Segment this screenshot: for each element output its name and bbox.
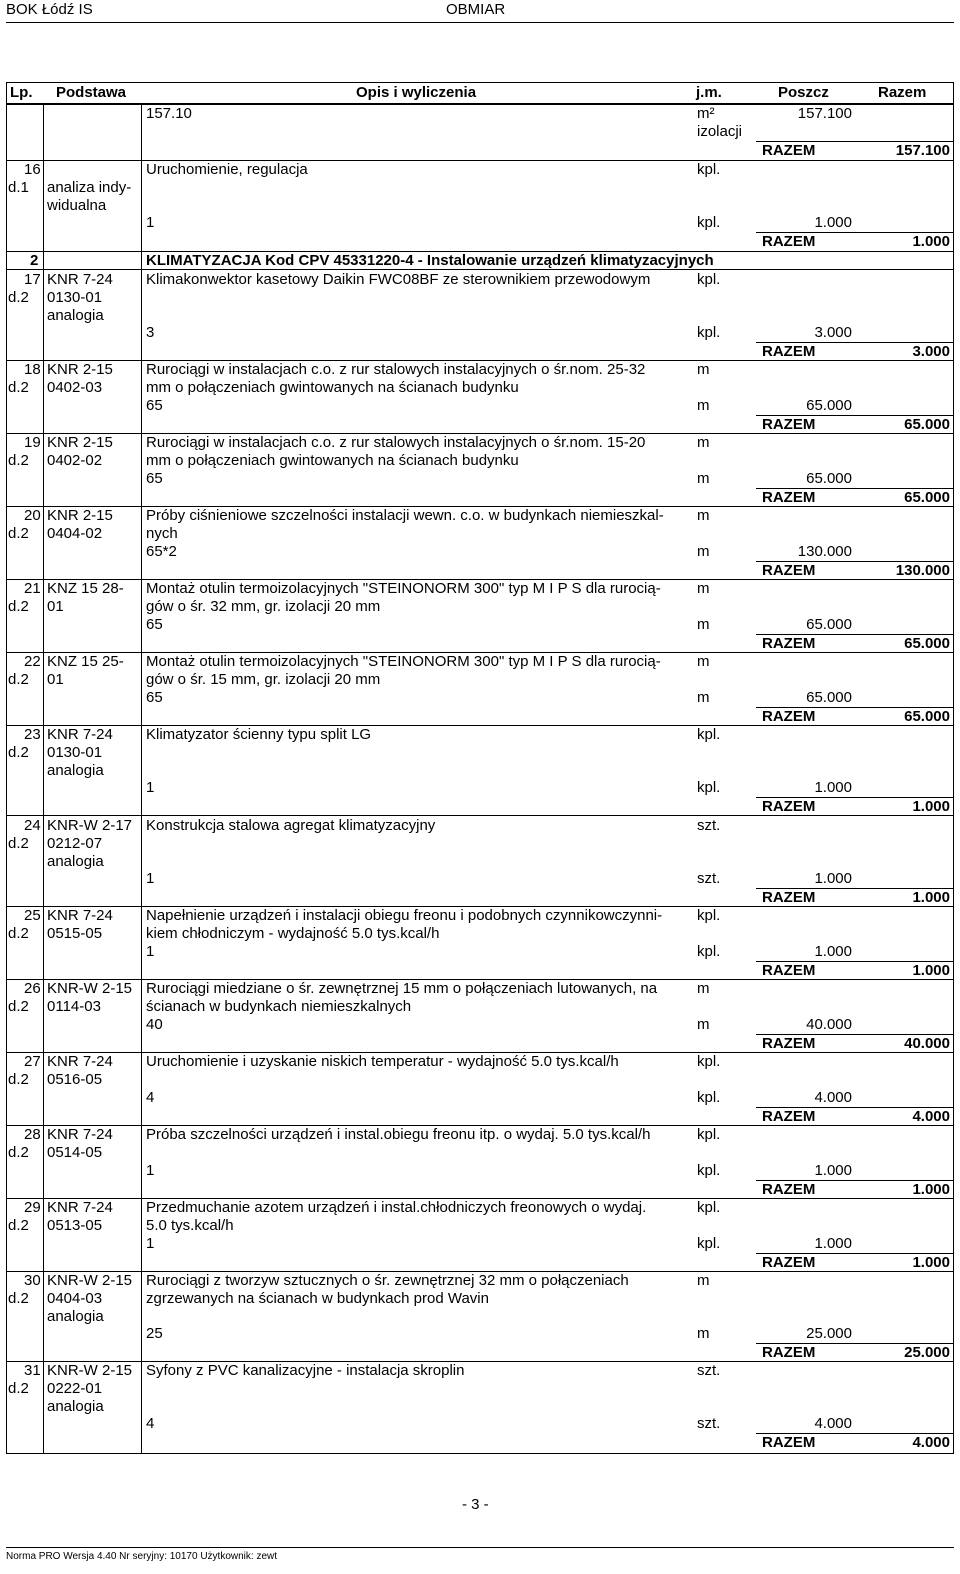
razem-label: RAZEM (762, 889, 816, 906)
razem-total: 65.000 (904, 708, 950, 725)
poszcz-value: 1.000 (814, 1162, 852, 1179)
column-header-jm: j.m. (696, 84, 722, 101)
item-number: 20 (24, 507, 41, 524)
razem-label: RAZEM (762, 1035, 816, 1052)
razem-total: 40.000 (904, 1035, 950, 1052)
calc-unit: szt. (697, 1415, 721, 1432)
item-subnumber: d.2 (8, 1290, 29, 1307)
razem-total: 1.000 (912, 1181, 950, 1198)
footer-text: Norma PRO Wersja 4.40 Nr seryjny: 10170 Użytkownik: zewt (6, 1551, 278, 1562)
item-description: Uruchomienie i uzyskanie niskich temperatur - wydajność 5.0 tys.kcal/h (146, 1053, 619, 1070)
unit: szt. (697, 817, 721, 834)
column-header-poszcz: Poszcz (778, 84, 829, 101)
poszcz-value: 4.000 (814, 1089, 852, 1106)
calc-value: 1 (146, 1235, 155, 1252)
item-description-line2: 5.0 tys.kcal/h (146, 1217, 234, 1234)
basis-code-line2: 0402-02 (47, 452, 103, 469)
razem-total: 65.000 (904, 489, 950, 506)
basis-code-line2: 0402-03 (47, 379, 103, 396)
item-subnumber: d.2 (8, 1380, 29, 1397)
calc-value: 65*2 (146, 543, 177, 560)
calc-value: 65 (146, 397, 163, 414)
item-description-line2: gów o śr. 15 mm, gr. izolacji 20 mm (146, 671, 381, 688)
unit: kpl. (697, 271, 721, 288)
item-description-line2: zgrzewanych na ścianach w budynkach prod Wavin (146, 1290, 489, 1307)
item-subnumber: d.1 (8, 179, 29, 196)
calc-value: 1 (146, 779, 155, 796)
item-number: 19 (24, 434, 41, 451)
column-header-opis: Opis i wyliczenia (356, 84, 477, 101)
basis-code-line2: 01 (47, 671, 64, 688)
item-description: Próby ciśnieniowe szczelności instalacji wewn. c.o. w budynkach niemieszkal- (146, 507, 664, 524)
item-description: Konstrukcja stalowa agregat klimatyzacyjny (146, 817, 436, 834)
unit: kpl. (697, 1053, 721, 1070)
item-description-line2: mm o połączeniach gwintowanych na ścianach budynku (146, 379, 519, 396)
column-divider-lp (43, 104, 44, 1454)
basis-code-line2: 0222-01 (47, 1380, 103, 1397)
basis-code: KNR 2-15 (47, 507, 113, 524)
basis-code-line2: 0516-05 (47, 1071, 103, 1088)
calc-value: 65 (146, 616, 163, 633)
calc-value: 1 (146, 214, 155, 231)
razem-label: RAZEM (762, 416, 816, 433)
unit: m (697, 580, 710, 597)
basis-code-line2: 0130-01 (47, 744, 103, 761)
basis-code: KNR 7-24 (47, 1199, 113, 1216)
unit: kpl. (697, 726, 721, 743)
razem-total: 65.000 (904, 635, 950, 652)
razem-total: 130.000 (895, 562, 950, 579)
basis-code-line2: 0404-03 (47, 1290, 103, 1307)
calc-value: 65 (146, 470, 163, 487)
basis-code-line3: analogia (47, 1308, 104, 1325)
razem-label: RAZEM (762, 708, 816, 725)
item-description: Próba szczelności urządzeń i instal.obiegu freonu itp. o wydaj. 5.0 tys.kcal/h (146, 1126, 651, 1143)
section-number: 2 (30, 252, 39, 269)
item-number: 30 (24, 1272, 41, 1289)
calc-value: 1 (146, 870, 155, 887)
item-subnumber: d.2 (8, 744, 29, 761)
poszcz-value: 40.000 (806, 1016, 852, 1033)
razem-total: 25.000 (904, 1344, 950, 1361)
poszcz-value: 25.000 (806, 1325, 852, 1342)
item-subnumber: d.2 (8, 452, 29, 469)
calc-unit: m (697, 470, 710, 487)
razem-label: RAZEM (762, 343, 816, 360)
item-subnumber: d.2 (8, 998, 29, 1015)
razem-label: RAZEM (762, 1344, 816, 1361)
item-number: 24 (24, 817, 41, 834)
razem-total: 1.000 (912, 798, 950, 815)
basis-code-line2: 0404-02 (47, 525, 103, 542)
calc-unit: m (697, 1016, 710, 1033)
poszcz-value: 65.000 (806, 470, 852, 487)
basis-code-line2: 0515-05 (47, 925, 103, 942)
razem-label: RAZEM (762, 562, 816, 579)
row-divider (6, 815, 954, 816)
page-number: - 3 - (462, 1496, 489, 1513)
basis-code-line3: analogia (47, 307, 104, 324)
unit: m (697, 434, 710, 451)
table-right-border (953, 82, 954, 1454)
calc-value: 1 (146, 943, 155, 960)
poszcz-value: 4.000 (814, 1415, 852, 1432)
basis-code-line2: 0212-07 (47, 835, 103, 852)
basis-code-line2: 0513-05 (47, 1217, 103, 1234)
item-description: Klimakonwektor kasetowy Daikin FWC08BF ze sterownikiem przewodowym (146, 271, 651, 288)
calc-unit: kpl. (697, 1089, 721, 1106)
unit: kpl. (697, 161, 721, 178)
document-header-left: BOK Łódź IS (6, 1, 93, 18)
item-subnumber: d.2 (8, 289, 29, 306)
item-number: 22 (24, 653, 41, 670)
calc-unit: kpl. (697, 779, 721, 796)
razem-label: RAZEM (762, 962, 816, 979)
unit: szt. (697, 1362, 721, 1379)
item-subnumber: d.2 (8, 671, 29, 688)
calc-value: 4 (146, 1089, 155, 1106)
section-title: KLIMATYZACJA Kod CPV 45331220-4 - Instalowanie urządzeń klimatyzacyjnych (146, 252, 714, 269)
item-number: 26 (24, 980, 41, 997)
item-number: 27 (24, 1053, 41, 1070)
item-number: 16 (24, 161, 41, 178)
item-description: Przedmuchanie azotem urządzeń i instal.chłodniczych freonowych o wydaj. (146, 1199, 647, 1216)
item-number: 21 (24, 580, 41, 597)
calc-unit: kpl. (697, 943, 721, 960)
table-header (6, 83, 954, 104)
calc-unit: kpl. (697, 214, 721, 231)
item-number: 25 (24, 907, 41, 924)
item-description: Klimatyzator ścienny typu split LG (146, 726, 372, 743)
document-header-title: OBMIAR (446, 1, 506, 18)
calc-unit: kpl. (697, 1235, 721, 1252)
item-description: Rurociągi w instalacjach c.o. z rur stalowych instalacyjnych o śr.nom. 15-20 (146, 434, 646, 451)
table-left-border (6, 82, 7, 1454)
item-description-line2: ścianach w budynkach niemieszkalnych (146, 998, 412, 1015)
razem-total: 4.000 (912, 1108, 950, 1125)
calc-value: 157.10 (146, 105, 192, 122)
razem-total: 157.100 (895, 142, 950, 159)
poszcz-value: 1.000 (814, 1235, 852, 1252)
poszcz-value: 65.000 (806, 397, 852, 414)
item-description: Rurociągi w instalacjach c.o. z rur stalowych instalacyjnych o śr.nom. 25-32 (146, 361, 646, 378)
item-subnumber: d.2 (8, 1144, 29, 1161)
poszcz-value: 157.100 (797, 105, 852, 122)
item-number: 28 (24, 1126, 41, 1143)
razem-label: RAZEM (762, 142, 816, 159)
calc-unit: m (697, 689, 710, 706)
item-description-line2: gów o śr. 32 mm, gr. izolacji 20 mm (146, 598, 381, 615)
basis-code: KNZ 15 28- (47, 580, 124, 597)
poszcz-value: 130.000 (797, 543, 852, 560)
basis-code: KNR 2-15 (47, 434, 113, 451)
item-subnumber: d.2 (8, 598, 29, 615)
razem-label: RAZEM (762, 1181, 816, 1198)
calc-value: 3 (146, 324, 155, 341)
item-description-line2: mm o połączeniach gwintowanych na ścianach budynku (146, 452, 519, 469)
poszcz-value: 1.000 (814, 870, 852, 887)
basis-code: KNR-W 2-15 (47, 980, 133, 997)
item-number: 18 (24, 361, 41, 378)
column-divider-podstawa (141, 104, 142, 1454)
item-subnumber: d.2 (8, 1071, 29, 1088)
unit: kpl. (697, 1126, 721, 1143)
calc-unit: m (697, 543, 710, 560)
basis-code: KNR-W 2-17 (47, 817, 133, 834)
calc-value: 65 (146, 689, 163, 706)
basis-code-line2: 01 (47, 598, 64, 615)
razem-label: RAZEM (762, 233, 816, 250)
item-number: 17 (24, 271, 41, 288)
item-number: 23 (24, 726, 41, 743)
basis-code: KNZ 15 25- (47, 653, 124, 670)
unit: m² izolacji (697, 105, 743, 140)
razem-total: 1.000 (912, 1254, 950, 1271)
calc-unit: m (697, 616, 710, 633)
table-bottom-border (6, 1453, 954, 1454)
column-header-podstawa: Podstawa (56, 84, 127, 101)
item-description: Rurociągi z tworzyw sztucznych o śr. zewnętrznej 32 mm o połączeniach (146, 1272, 629, 1289)
razem-total: 1.000 (912, 233, 950, 250)
poszcz-value: 65.000 (806, 689, 852, 706)
unit: m (697, 653, 710, 670)
row-divider (6, 269, 954, 270)
basis-code-line3: analogia (47, 762, 104, 779)
footer-divider (6, 1547, 954, 1548)
basis-code-line3: analogia (47, 853, 104, 870)
razem-total: 1.000 (912, 889, 950, 906)
poszcz-value: 1.000 (814, 214, 852, 231)
item-description: Napełnienie urządzeń i instalacji obiegu freonu i podobnych czynnikowczynni- (146, 907, 663, 924)
calc-unit: szt. (697, 870, 721, 887)
poszcz-value: 65.000 (806, 616, 852, 633)
item-description: Rurociągi miedziane o śr. zewnętrznej 15 mm o połączeniach lutowanych, na (146, 980, 658, 997)
calc-value: 1 (146, 1162, 155, 1179)
razem-label: RAZEM (762, 1254, 816, 1271)
basis-code: analiza indy- (47, 179, 132, 196)
razem-label: RAZEM (762, 1434, 816, 1451)
basis-code: KNR 7-24 (47, 1126, 113, 1143)
header-divider (6, 22, 954, 23)
item-description: Syfony z PVC kanalizacyjne - instalacja skroplin (146, 1362, 465, 1379)
item-description-line2: kiem chłodniczym - wydajność 5.0 tys.kcal/h (146, 925, 440, 942)
unit: m (697, 1272, 710, 1289)
item-subnumber: d.2 (8, 835, 29, 852)
razem-label: RAZEM (762, 635, 816, 652)
razem-total: 4.000 (912, 1434, 950, 1451)
item-subnumber: d.2 (8, 379, 29, 396)
basis-code: KNR-W 2-15 (47, 1272, 133, 1289)
calc-value: 25 (146, 1325, 163, 1342)
basis-code: KNR 7-24 (47, 1053, 113, 1070)
item-description: Uruchomienie, regulacja (146, 161, 308, 178)
basis-code-line2: 0130-01 (47, 289, 103, 306)
unit: m (697, 507, 710, 524)
razem-label: RAZEM (762, 489, 816, 506)
poszcz-value: 1.000 (814, 779, 852, 796)
item-subnumber: d.2 (8, 525, 29, 542)
calc-unit: m (697, 1325, 710, 1342)
basis-code-line2: 0514-05 (47, 1144, 103, 1161)
unit: kpl. (697, 1199, 721, 1216)
calc-unit: m (697, 397, 710, 414)
calc-unit: kpl. (697, 1162, 721, 1179)
unit: m (697, 980, 710, 997)
basis-code-line2: 0114-03 (47, 998, 101, 1015)
basis-code: KNR 2-15 (47, 361, 113, 378)
basis-code: KNR-W 2-15 (47, 1362, 133, 1379)
item-subnumber: d.2 (8, 1217, 29, 1234)
basis-code-line3: analogia (47, 1398, 104, 1415)
poszcz-value: 3.000 (814, 324, 852, 341)
razem-label: RAZEM (762, 1108, 816, 1125)
razem-total: 65.000 (904, 416, 950, 433)
item-description-line2: nych (146, 525, 178, 542)
razem-total: 3.000 (912, 343, 950, 360)
item-number: 31 (24, 1362, 41, 1379)
unit: kpl. (697, 907, 721, 924)
column-header-lp: Lp. (10, 84, 33, 101)
column-header-razem: Razem (878, 84, 927, 101)
razem-label: RAZEM (762, 798, 816, 815)
item-description: Montaż otulin termoizolacyjnych "STEINONORM 300" typ M I P S dla rurocią- (146, 580, 661, 597)
calc-unit: kpl. (697, 324, 721, 341)
basis-code: KNR 7-24 (47, 907, 113, 924)
basis-code: KNR 7-24 (47, 726, 113, 743)
basis-code-line2: widualna (47, 197, 107, 214)
basis-code: KNR 7-24 (47, 271, 113, 288)
calc-value: 4 (146, 1415, 155, 1432)
item-subnumber: d.2 (8, 925, 29, 942)
razem-total: 1.000 (912, 962, 950, 979)
item-number: 29 (24, 1199, 41, 1216)
poszcz-value: 1.000 (814, 943, 852, 960)
item-description: Montaż otulin termoizolacyjnych "STEINONORM 300" typ M I P S dla rurocią- (146, 653, 661, 670)
unit: m (697, 361, 710, 378)
calc-value: 40 (146, 1016, 163, 1033)
